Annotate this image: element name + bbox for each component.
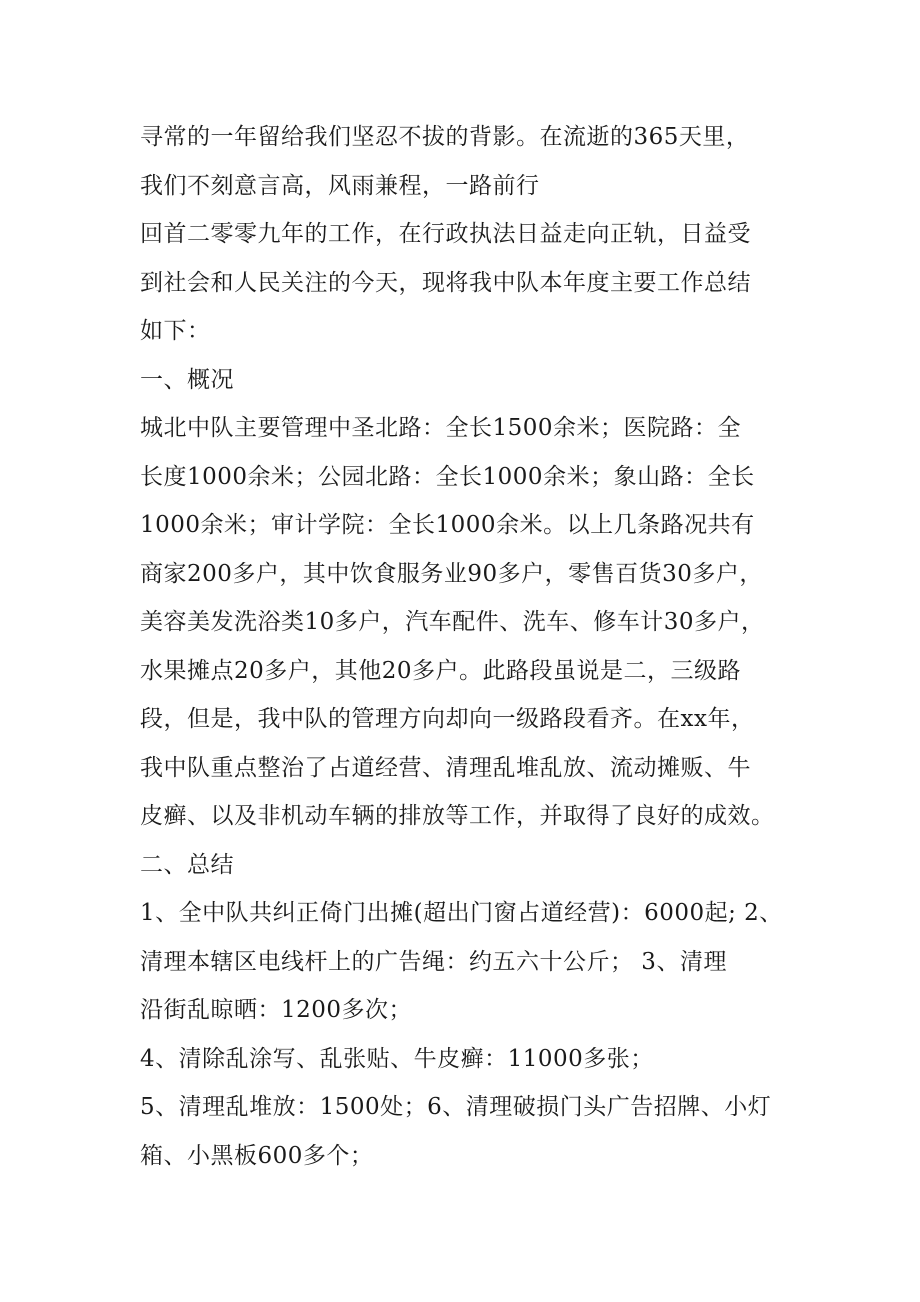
text-line: 清理本辖区电线杆上的广告绳：约五六十公斤； 3、清理 — [140, 948, 727, 975]
text-line: 水果摊点20多户，其他20多户。此路段虽说是二，三级路 — [140, 657, 742, 684]
text-line: 到社会和人民关注的今天，现将我中队本年度主要工作总结 — [140, 269, 751, 296]
text-line: 我中队重点整治了占道经营、清理乱堆乱放、流动摊贩、牛 — [140, 754, 751, 781]
text-line: 4、清除乱涂写、乱张贴、牛皮癣：11000多张； — [140, 1045, 654, 1072]
text-line: 箱、小黑板600多个； — [140, 1142, 374, 1169]
text-line: 商家200多户，其中饮食服务业90多户，零售百货30多户， — [140, 560, 763, 587]
text-line: 沿街乱晾晒：1200多次； — [140, 997, 413, 1023]
text-line: 美容美发洗浴类10多户，汽车配件、洗车、修车计30多户， — [140, 609, 765, 635]
text-line: 长度1000余米；公园北路：全长1000余米；象山路：全长 — [140, 463, 755, 490]
section-heading-overview: 一、概况 — [140, 366, 234, 393]
text-line: 1000余米；审计学院：全长1000余米。以上几条路况共有 — [140, 512, 755, 538]
text-line: 1、全中队共纠正倚门出摊(超出门窗占道经营)：6000起; 2、 — [140, 900, 783, 926]
text-line: 我们不刻意言高，风雨兼程，一路前行 — [140, 172, 540, 199]
document-body — [140, 113, 800, 1180]
text-line: 回首二零零九年的工作，在行政执法日益走向正轨，日益受 — [140, 221, 751, 247]
text-line: 段，但是，我中队的管理方向却向一级路段看齐。在xx年， — [140, 706, 755, 732]
section-heading-summary: 二、总结 — [140, 851, 234, 878]
text-line: 5、清理乱堆放：1500处；6、清理破损门头广告招牌、小灯 — [140, 1094, 772, 1120]
text-line: 寻常的一年留给我们坚忍不拔的背影。在流逝的365天里， — [140, 124, 750, 150]
text-line: 皮癣、以及非机动车辆的排放等工作，并取得了良好的成效。 — [140, 803, 775, 829]
text-line: 城北中队主要管理中圣北路：全长1500余米；医院路：全 — [140, 415, 742, 441]
text-line: 如下： — [140, 318, 211, 344]
